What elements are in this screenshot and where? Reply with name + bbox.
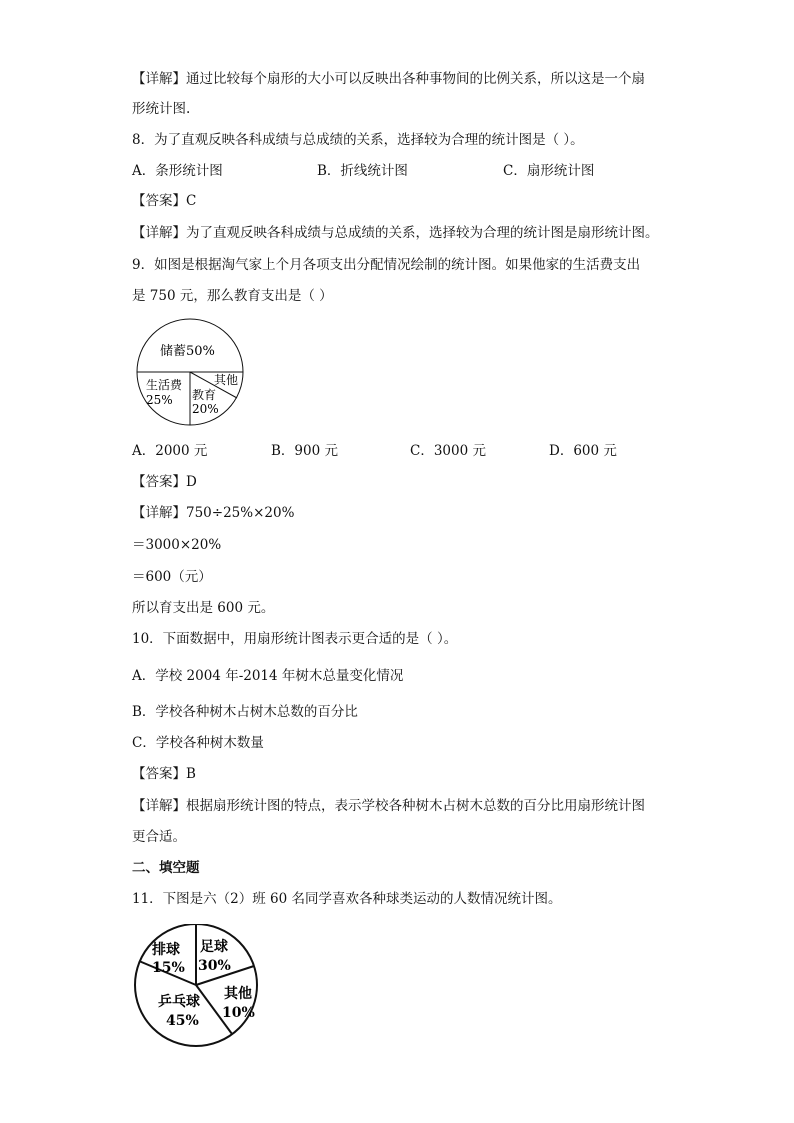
pie-label-pingpong: 乒乓球 [158,994,200,1010]
pie-value-volleyball: 15% [152,960,185,976]
pie-label-education: 教育 [192,388,217,402]
pie-label-football: 足球 [200,939,228,955]
q9-explanation-line1: 【详解】750÷25%×20% [132,505,295,521]
q9-answer: 【答案】D [132,474,197,490]
q9-explanation-line3: ＝600（元） [132,569,212,585]
q9-option-b: B．900 元 [271,443,338,459]
q10-answer: 【答案】B [132,766,196,782]
ball-sports-pie-chart [130,924,262,1048]
q10-stem: 10．下面数据中，用扇形统计图表示更合适的是（ ）。 [132,631,458,647]
q9-option-d: D．600 元 [549,443,617,459]
q8-answer: 【答案】C [132,193,197,209]
section-title-fill-in: 二、填空题 [132,860,200,876]
q9-option-a: A．2000 元 [132,443,208,459]
pie-label-other-sports: 其他 [224,986,252,1002]
q11-stem: 11．下图是六（2）班 60 名同学喜欢各种球类运动的人数情况统计图。 [132,891,562,907]
q10-explanation-line1: 【详解】根据扇形统计图的特点，表示学校各种树木占树木总数的百分比用扇形统计图 [132,798,645,814]
q7-explanation-line1: 【详解】通过比较每个扇形的大小可以反映出各种事物间的比例关系，所以这是一个扇 [132,71,645,87]
q8-option-b: B．折线统计图 [317,163,408,179]
q9-option-c: C．3000 元 [410,443,486,459]
q10-option-a: A．学校 2004 年-2014 年树木总量变化情况 [132,668,404,684]
q8-explanation: 【详解】为了直观反映各科成绩与总成绩的关系，选择较为合理的统计图是扇形统计图。 [132,225,659,241]
q10-option-b: B．学校各种树木占树木总数的百分比 [132,704,358,720]
pie-label-volleyball: 排球 [152,942,180,958]
pie-label-living: 生活费 [146,378,183,392]
pie-value-football: 30% [198,958,231,974]
pie-value-pingpong: 45% [166,1013,199,1029]
pie-value-living: 25% [146,393,173,407]
pie-value-education: 20% [192,402,219,416]
q8-stem: 8．为了直观反映各科成绩与总成绩的关系，选择较为合理的统计图是（ ）。 [132,132,584,148]
q10-explanation-line2: 更合适。 [132,829,186,845]
q8-option-a: A．条形统计图 [132,163,223,179]
q9-explanation-line4: 所以育支出是 600 元。 [132,600,275,616]
pie-label-savings: 储蓄50% [160,344,215,359]
pie-value-other-sports: 10% [222,1005,255,1021]
q9-stem-line1: 9．如图是根据淘气家上个月各项支出分配情况绘制的统计图。如果他家的生活费支出 [132,257,641,273]
q10-option-c: C．学校各种树木数量 [132,735,264,751]
pie-label-other: 其他 [214,373,239,387]
q9-explanation-line2: ＝3000×20% [132,537,222,553]
q9-stem-line2: 是 750 元，那么教育支出是（ ） [132,288,333,304]
q7-explanation-line2: 形统计图. [132,101,191,117]
expense-pie-chart [130,318,250,428]
q8-option-c: C．扇形统计图 [503,163,595,179]
